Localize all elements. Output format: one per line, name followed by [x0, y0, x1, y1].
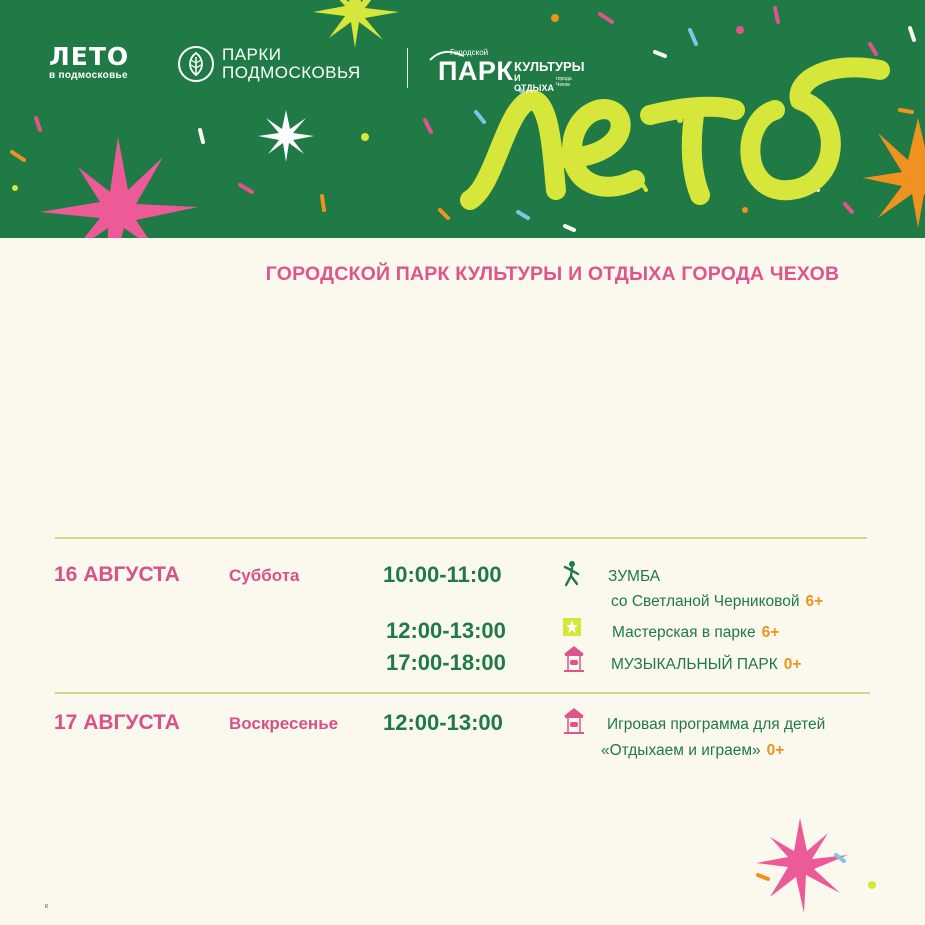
- leaf-icon: [178, 46, 214, 82]
- page-title: ГОРОДСКОЙ ПАРК КУЛЬТУРЫ И ОТДЫХА ГОРОДА ЧЕХОВ: [265, 263, 840, 285]
- age-badge: 0+: [766, 742, 785, 759]
- parki-logo: [178, 46, 361, 82]
- leto-logo-sub: в подмосковье: [49, 70, 128, 81]
- footer-mark: к: [45, 903, 49, 910]
- leto-logo: [49, 44, 129, 81]
- park-logo-city: города Чехов: [556, 76, 572, 88]
- park-logo-line1: КУЛЬТУРЫ: [514, 59, 585, 74]
- carousel-icon: [563, 707, 585, 735]
- event-time: 10:00-11:00: [383, 562, 502, 587]
- workshop-star-icon: [563, 618, 581, 636]
- park-logo-main: ПАРК: [438, 56, 514, 86]
- age-badge: 6+: [805, 593, 824, 610]
- logo-divider: [407, 48, 408, 88]
- event-row-text: [611, 656, 801, 674]
- event-name-sub: [601, 742, 784, 760]
- event-name: Мастерская в парке: [612, 624, 756, 641]
- day1-date: 16 АВГУСТА: [54, 563, 180, 586]
- divider-middle: [55, 692, 870, 694]
- event-row-text: [612, 624, 779, 642]
- day1-weekday: Суббота: [229, 566, 300, 585]
- event-name: Игровая программа для детей: [607, 716, 826, 733]
- event-name-line2: «Отдыхаем и играем»: [601, 742, 761, 759]
- parki-logo-line1: ПАРКИ: [222, 45, 282, 64]
- day2-weekday: Воскресенье: [229, 714, 339, 733]
- header-banner: [0, 0, 925, 238]
- park-logo-line2: И ОТДЫХА: [514, 73, 554, 93]
- parki-logo-line2: ПОДМОСКОВЬЯ: [222, 63, 361, 82]
- age-badge: 0+: [783, 656, 802, 673]
- age-badge: 6+: [761, 624, 780, 641]
- carousel-icon: [563, 645, 585, 673]
- event-name: МУЗЫКАЛЬНЫЙ ПАРК: [611, 656, 778, 673]
- confetti-decoration: [0, 0, 925, 238]
- event-name-line2: со Светланой Черниковой: [611, 593, 800, 610]
- event-time: 17:00-18:00: [386, 650, 506, 675]
- park-logo-small: Городской: [450, 48, 489, 57]
- event-name: ЗУМБА: [608, 568, 661, 585]
- event-time: 12:00-13:00: [386, 618, 506, 643]
- zumba-dancer-icon: [563, 560, 581, 588]
- event-name-sub: [611, 593, 823, 611]
- divider-top: [55, 537, 867, 539]
- leto-logo-main: ЛЕТО: [49, 42, 130, 71]
- event-time: 12:00-13:00: [383, 710, 503, 735]
- day2-date: 17 АВГУСТА: [54, 711, 180, 734]
- pink-star-decoration: [740, 815, 900, 925]
